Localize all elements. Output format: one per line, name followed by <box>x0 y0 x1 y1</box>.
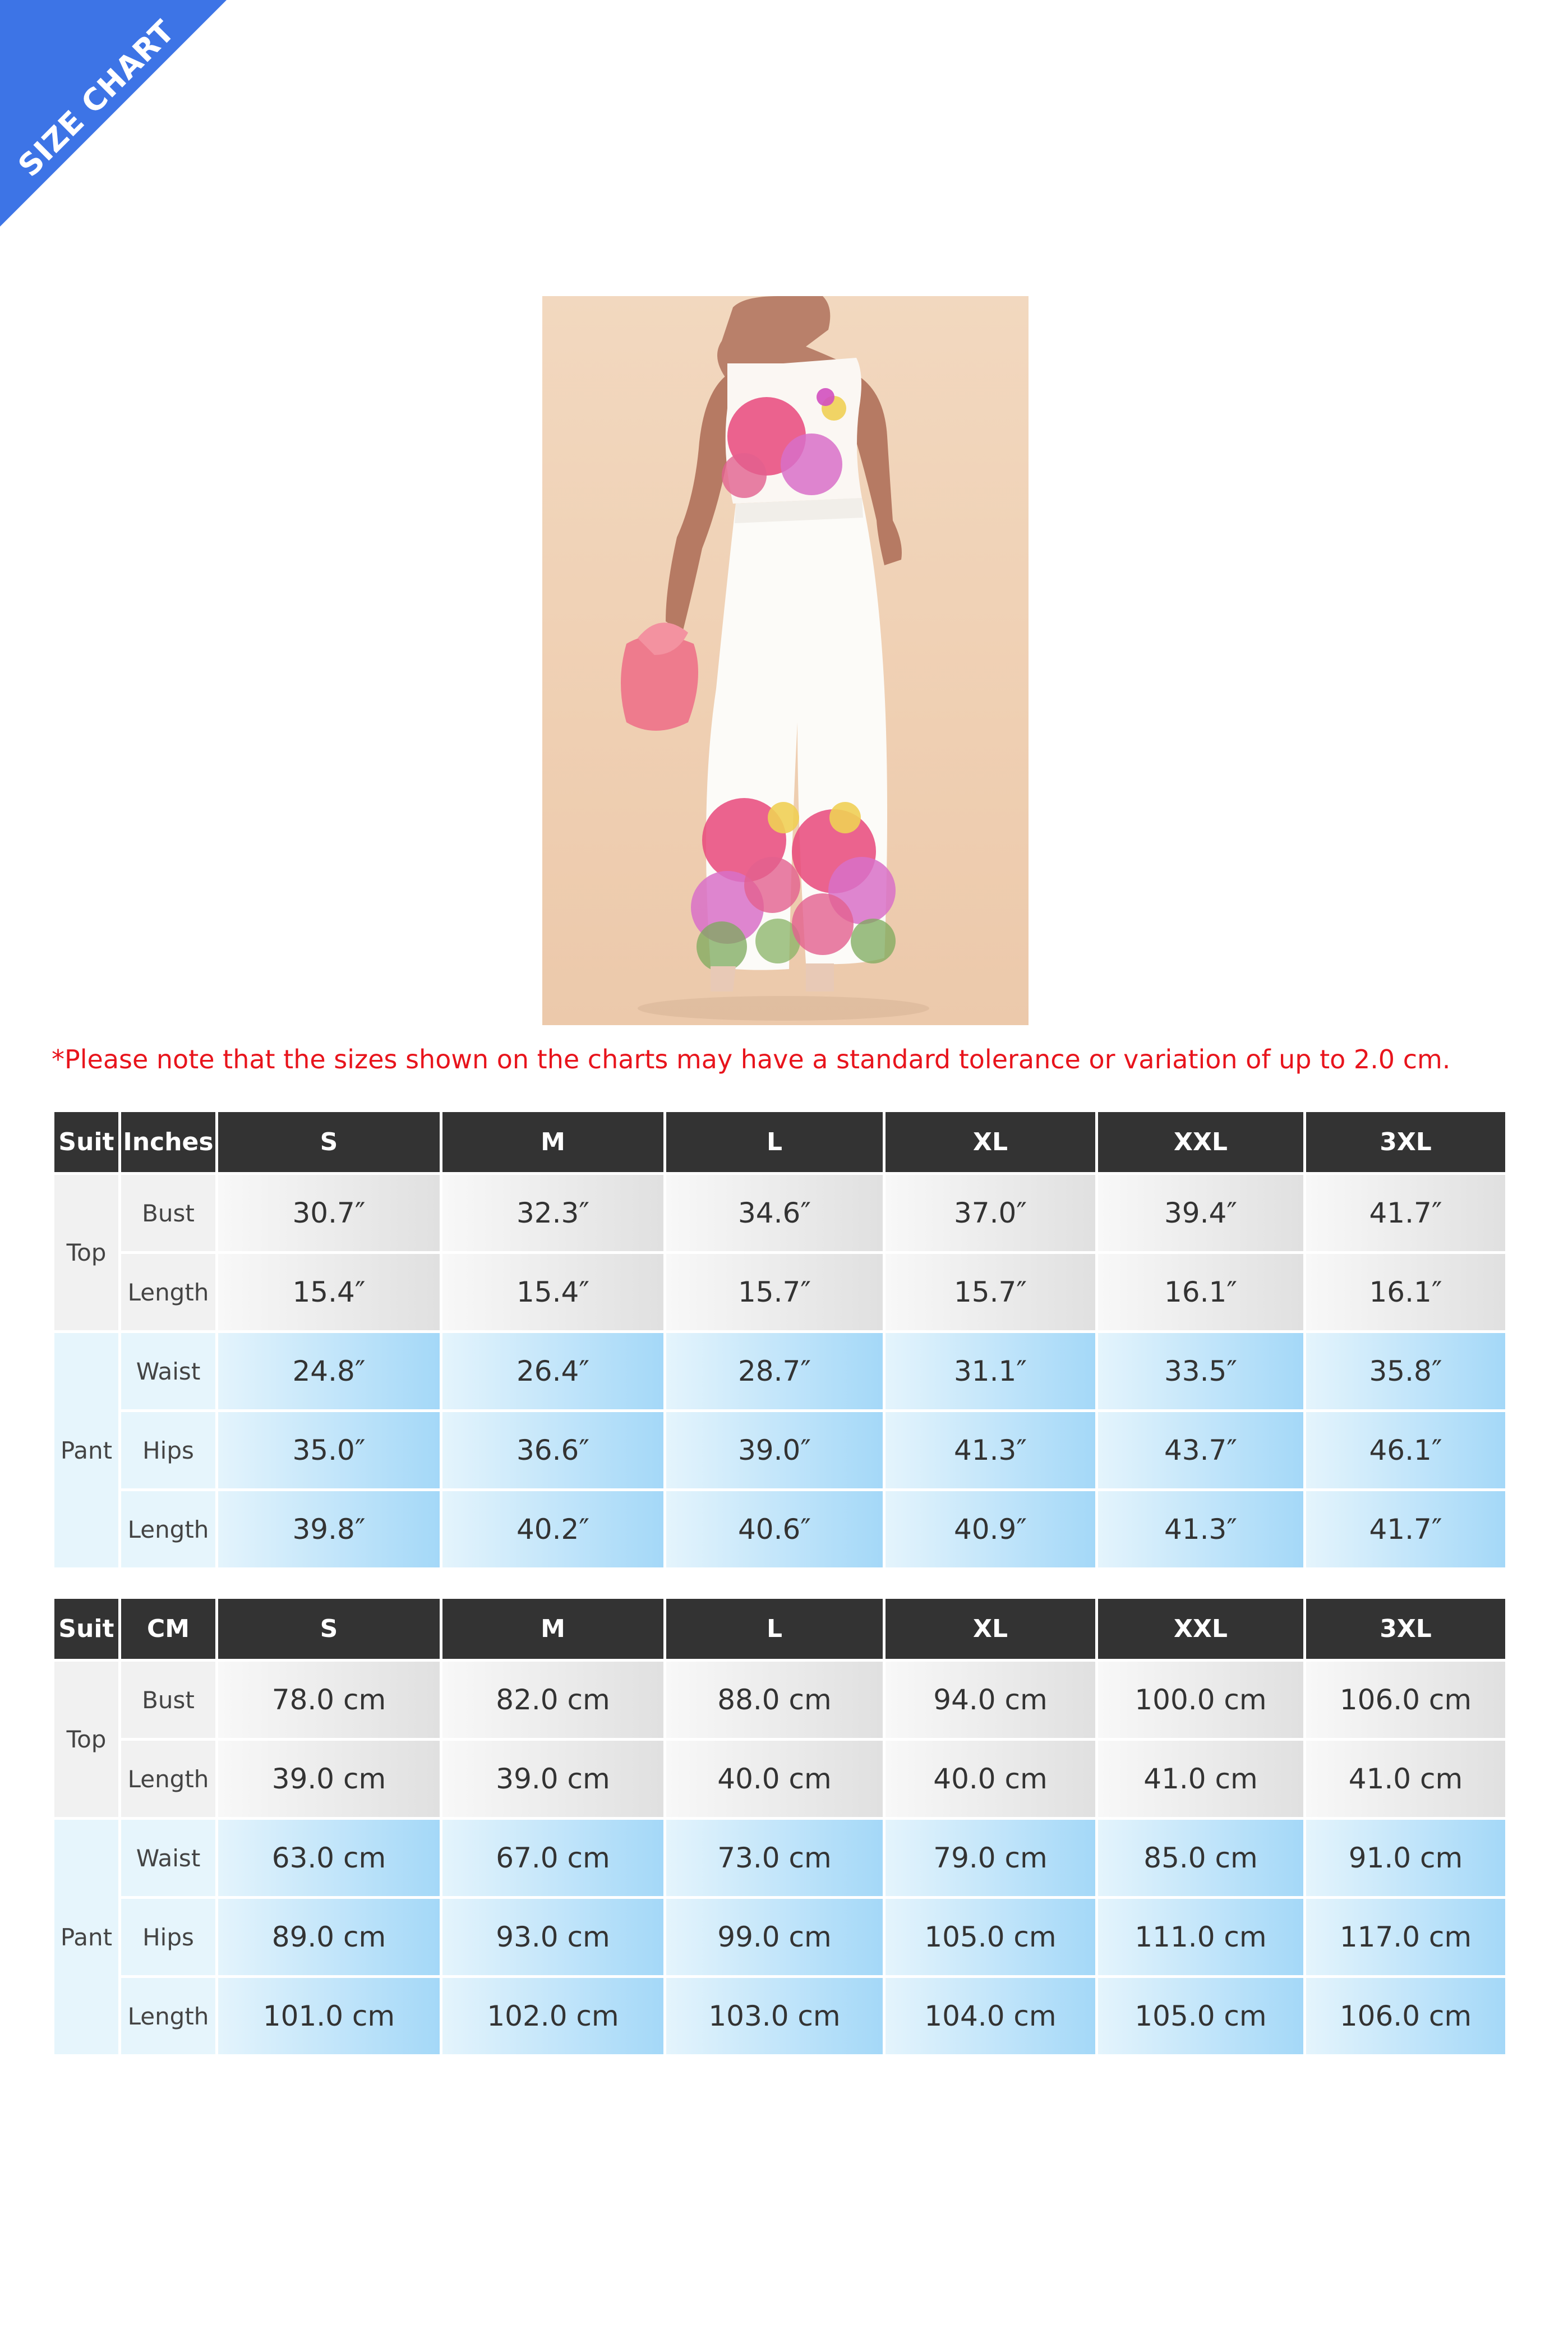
cell: 41.3″ <box>1098 1491 1303 1567</box>
cell: 105.0 cm <box>886 1899 1095 1975</box>
table-row <box>54 1491 1505 1567</box>
cell: 41.7″ <box>1306 1175 1505 1251</box>
cell: 41.7″ <box>1306 1491 1505 1567</box>
cell: 31.1″ <box>886 1333 1095 1409</box>
size-chart-ribbon <box>0 0 236 236</box>
cell: 46.1″ <box>1306 1412 1505 1488</box>
table-row <box>54 1333 1505 1409</box>
cell: 39.0 cm <box>218 1741 440 1817</box>
tolerance-note: *Please note that the sizes shown on the charts may have a standard tolerance or variation of up to 2.0 cm. <box>52 1044 1451 1074</box>
cell: 16.1″ <box>1306 1254 1505 1330</box>
cell: 15.4″ <box>442 1254 663 1330</box>
cell: 28.7″ <box>666 1333 883 1409</box>
cell: 63.0 cm <box>218 1820 440 1896</box>
row-label: Bust <box>121 1175 215 1251</box>
cell: 82.0 cm <box>442 1662 663 1738</box>
row-label: Hips <box>121 1899 215 1975</box>
group-label-top: Top <box>54 1662 118 1817</box>
model-illustration <box>542 296 1029 1025</box>
cell: 99.0 cm <box>666 1899 883 1975</box>
cell: 40.9″ <box>886 1491 1095 1567</box>
cell: 101.0 cm <box>218 1978 440 2054</box>
col-header-suit: Suit <box>54 1112 118 1172</box>
cell: 39.8″ <box>218 1491 440 1567</box>
cell: 15.4″ <box>218 1254 440 1330</box>
col-header-s: S <box>218 1112 440 1172</box>
table-row <box>54 1899 1505 1975</box>
cell: 103.0 cm <box>666 1978 883 2054</box>
cell: 36.6″ <box>442 1412 663 1488</box>
cell: 40.6″ <box>666 1491 883 1567</box>
cell: 24.8″ <box>218 1333 440 1409</box>
col-header-unit: CM <box>121 1599 215 1659</box>
cell: 94.0 cm <box>886 1662 1095 1738</box>
cell: 78.0 cm <box>218 1662 440 1738</box>
cell: 43.7″ <box>1098 1412 1303 1488</box>
cell: 73.0 cm <box>666 1820 883 1896</box>
ribbon-label: SIZE CHART <box>11 13 182 184</box>
cell: 35.8″ <box>1306 1333 1505 1409</box>
col-header-l: L <box>666 1112 883 1172</box>
col-header-s: S <box>218 1599 440 1659</box>
row-label: Length <box>121 1978 215 2054</box>
row-label: Hips <box>121 1412 215 1488</box>
cell: 16.1″ <box>1098 1254 1303 1330</box>
product-photo <box>542 296 1029 1025</box>
header-row <box>54 1599 1505 1659</box>
table-row <box>54 1254 1505 1330</box>
row-label: Bust <box>121 1662 215 1738</box>
cell: 117.0 cm <box>1306 1899 1505 1975</box>
cell: 39.4″ <box>1098 1175 1303 1251</box>
cell: 88.0 cm <box>666 1662 883 1738</box>
cell: 41.0 cm <box>1306 1741 1505 1817</box>
cell: 32.3″ <box>442 1175 663 1251</box>
inches-size-table <box>52 1109 1508 1570</box>
cell: 39.0 cm <box>442 1741 663 1817</box>
col-header-xl: XL <box>886 1599 1095 1659</box>
table-row <box>54 1662 1505 1738</box>
cell: 37.0″ <box>886 1175 1095 1251</box>
cell: 91.0 cm <box>1306 1820 1505 1896</box>
cell: 85.0 cm <box>1098 1820 1303 1896</box>
row-label: Length <box>121 1491 215 1567</box>
cell: 33.5″ <box>1098 1333 1303 1409</box>
cell: 15.7″ <box>886 1254 1095 1330</box>
col-header-xxl: XXL <box>1098 1112 1303 1172</box>
cell: 41.0 cm <box>1098 1741 1303 1817</box>
group-label-top: Top <box>54 1175 118 1330</box>
col-header-m: M <box>442 1112 663 1172</box>
ribbon-shape <box>0 0 227 227</box>
cell: 26.4″ <box>442 1333 663 1409</box>
table-row <box>54 1412 1505 1488</box>
table-row <box>54 1978 1505 2054</box>
cell: 41.3″ <box>886 1412 1095 1488</box>
col-header-xxl: XXL <box>1098 1599 1303 1659</box>
table-row <box>54 1175 1505 1251</box>
cell: 106.0 cm <box>1306 1662 1505 1738</box>
row-label: Waist <box>121 1820 215 1896</box>
cell: 106.0 cm <box>1306 1978 1505 2054</box>
row-label: Length <box>121 1254 215 1330</box>
cell: 35.0″ <box>218 1412 440 1488</box>
header-row <box>54 1112 1505 1172</box>
cell: 34.6″ <box>666 1175 883 1251</box>
cell: 93.0 cm <box>442 1899 663 1975</box>
cell: 89.0 cm <box>218 1899 440 1975</box>
group-label-pant: Pant <box>54 1820 118 2054</box>
cell: 40.2″ <box>442 1491 663 1567</box>
col-header-l: L <box>666 1599 883 1659</box>
cell: 104.0 cm <box>886 1978 1095 2054</box>
cell: 39.0″ <box>666 1412 883 1488</box>
col-header-xl: XL <box>886 1112 1095 1172</box>
col-header-unit: Inches <box>121 1112 215 1172</box>
table-row <box>54 1820 1505 1896</box>
cell: 100.0 cm <box>1098 1662 1303 1738</box>
cell: 111.0 cm <box>1098 1899 1303 1975</box>
col-header-3xl: 3XL <box>1306 1599 1505 1659</box>
cell: 105.0 cm <box>1098 1978 1303 2054</box>
table-row <box>54 1741 1505 1817</box>
row-label: Length <box>121 1741 215 1817</box>
col-header-suit: Suit <box>54 1599 118 1659</box>
cell: 15.7″ <box>666 1254 883 1330</box>
cm-size-table <box>52 1596 1508 2057</box>
col-header-3xl: 3XL <box>1306 1112 1505 1172</box>
group-label-pant: Pant <box>54 1333 118 1567</box>
cell: 30.7″ <box>218 1175 440 1251</box>
cell: 40.0 cm <box>886 1741 1095 1817</box>
cell: 102.0 cm <box>442 1978 663 2054</box>
cell: 40.0 cm <box>666 1741 883 1817</box>
row-label: Waist <box>121 1333 215 1409</box>
cell: 79.0 cm <box>886 1820 1095 1896</box>
cell: 67.0 cm <box>442 1820 663 1896</box>
col-header-m: M <box>442 1599 663 1659</box>
